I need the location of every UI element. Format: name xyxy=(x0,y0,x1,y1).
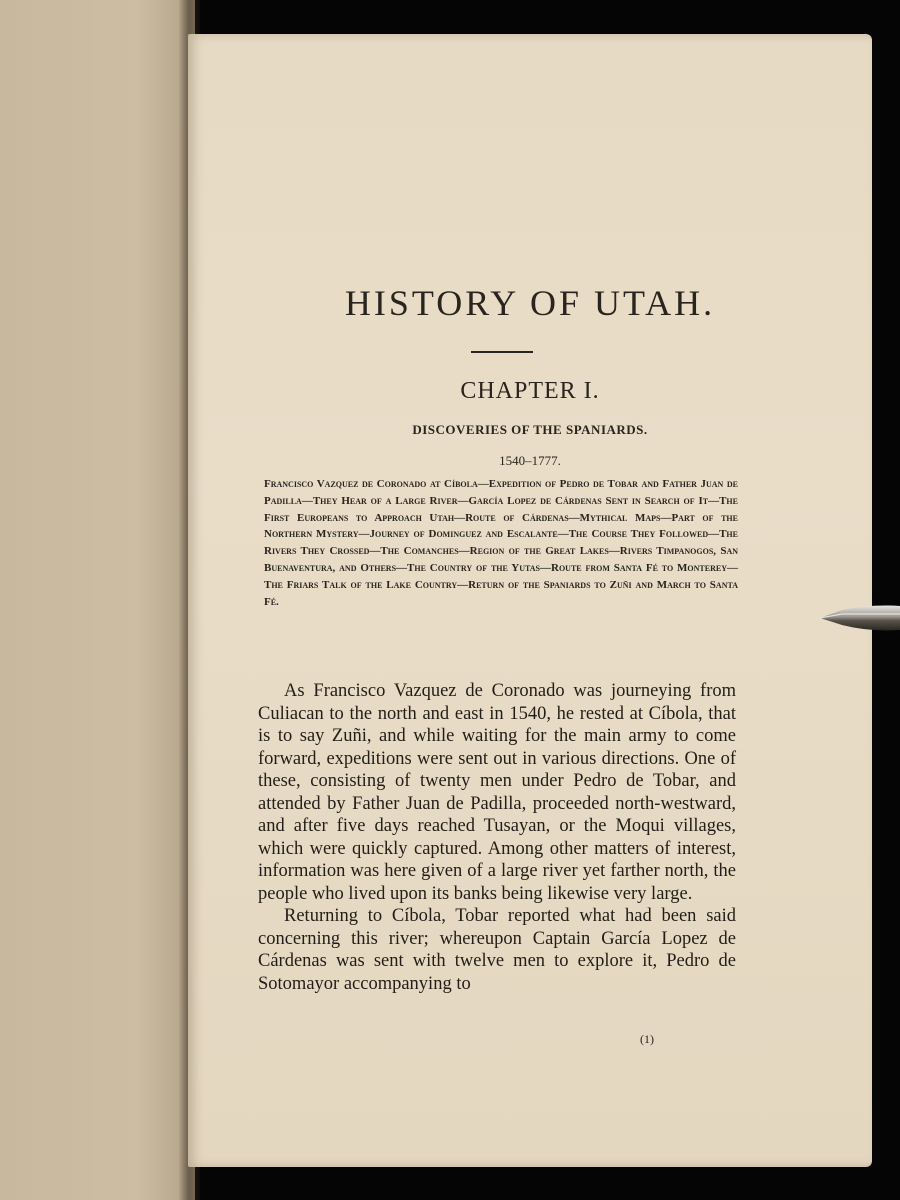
chapter-synopsis: Francisco Vazquez de Coronado at Cíbola—Expedition of Pedro de Tobar and Father Juan de Padilla—They Hear of a Large River—García Lopez de Cárdenas Sent in Search of It—The First Europeans to Approach Utah—Route of Cárdenas—Mythical Maps—Part of the Northern Mystery—Journey of Dominguez and Escalante—The Course They Followed—The Rivers They Crossed—The Comanches—Region of the Great Lakes—Rivers Timpanogos, San Buenaventura, and Others—The Country of the Yutas—Route from Santa Fé to Monterey—The Friars Talk of the Lake Country—Return of the Spaniards to Zuñi and March to Santa Fé. xyxy=(264,478,738,608)
title-rule xyxy=(471,351,533,353)
body-text xyxy=(258,680,736,995)
chapter-years: 1540–1777. xyxy=(499,453,561,468)
pen-tip-icon xyxy=(820,598,900,638)
chapter-subtitle: DISCOVERIES OF THE SPANIARDS. xyxy=(412,422,648,437)
page-number: (1) xyxy=(640,1032,654,1046)
book-page xyxy=(188,34,872,1167)
left-page-edge xyxy=(0,0,195,1200)
chapter-heading: CHAPTER I. xyxy=(460,378,600,404)
paragraph: Returning to Cíbola, Tobar reported what had been said concerning this river; whereupon Captain García Lopez de Cárdenas was sent with twelve men to explore it, Pedro de Sotomayor accompanying to xyxy=(258,906,736,994)
book-title: HISTORY OF UTAH. xyxy=(344,283,716,323)
paragraph: As Francisco Vazquez de Coronado was journeying from Culiacan to the north and east in 1540, he rested at Cíbola, that is to say Zuñi, and while waiting for the main army to come forward, expeditions were sent out in various directions. One of these, consisting of twenty men under Pedro de Tobar, and attended by Father Juan de Padilla, proceeded north-westward, and after five days reached Tusayan, or the Moqui villages, which were quickly captured. Among other matters of interest, information was here given of a large river yet farther north, the people who lived upon its banks being likewise very large. xyxy=(258,681,736,904)
